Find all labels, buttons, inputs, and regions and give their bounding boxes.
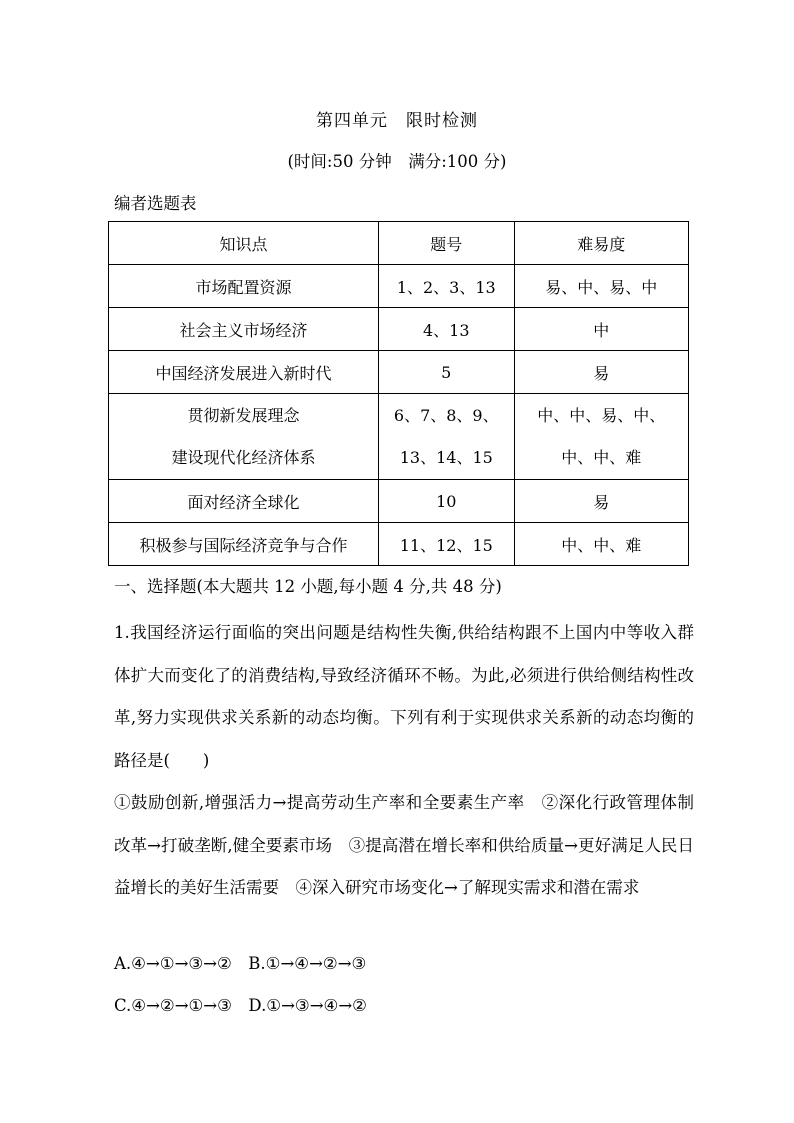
difficulty-line: 中、中、易、中、 — [537, 405, 666, 425]
topic-cell: 社会主义市场经济 — [109, 308, 379, 351]
question-items: ①鼓励创新,增强活力→提高劳动生产率和全要素生产率 ②深化行政管理体制改革→打破垄断,健全要素市场 ③提高潜在增长率和供给质量→更好满足人民日益增长的美好生活需要 ④深入研究市场变化→了解现实需求和潜在需求 — [114, 793, 694, 897]
topic-cell: 市场配置资源 — [109, 265, 379, 308]
answer-options — [114, 943, 367, 1027]
question-1 — [114, 612, 694, 910]
question-stem: 1.我国经济运行面临的突出问题是结构性失衡,供给结构跟不上国内中等收入群体扩大而变化了的消费结构,导致经济循环不畅。为此,必须进行供给侧结构性改革,努力实现供求关系新的动态均衡。下列有利于实现供求关系新的动态均衡的路径是( ) — [114, 623, 694, 770]
topic-cell: 积极参与国际经济竞争与合作 — [109, 523, 379, 566]
numbers-cell: 5 — [378, 351, 514, 394]
numbers-cell: 4、13 — [378, 308, 514, 351]
page-title: 第四单元 限时检测 — [316, 111, 478, 131]
difficulty-cell: 易、中、易、中 — [514, 265, 688, 308]
numbers-cell: 11、12、15 — [378, 523, 514, 566]
difficulty-cell: 易 — [514, 480, 688, 523]
numbers-line: 13、14、15 — [399, 447, 493, 467]
option-line: C.④→②→①→③ D.①→③→④→② — [114, 996, 367, 1015]
table-caption: 编者选题表 — [114, 194, 197, 213]
difficulty-line: 中、中、难 — [561, 447, 642, 467]
topic-cell: 面对经济全球化 — [109, 480, 379, 523]
table-row — [109, 351, 689, 394]
difficulty-cell — [514, 394, 688, 480]
header-numbers: 题号 — [378, 222, 514, 265]
header-difficulty: 难易度 — [514, 222, 688, 265]
table-row — [109, 308, 689, 351]
table-header-row — [109, 222, 689, 265]
numbers-cell: 1、2、3、13 — [378, 265, 514, 308]
topic-line: 建设现代化经济体系 — [171, 447, 316, 467]
option-line: A.④→①→③→② B.①→④→②→③ — [114, 954, 367, 973]
topic-cell — [109, 394, 379, 480]
table-row — [109, 265, 689, 308]
exam-time-score: (时间:50 分钟 满分:100 分) — [287, 152, 507, 171]
table-row — [109, 394, 689, 480]
numbers-cell — [378, 394, 514, 480]
header-topic: 知识点 — [109, 222, 379, 265]
topic-cell: 中国经济发展进入新时代 — [109, 351, 379, 394]
table-row — [109, 523, 689, 566]
topic-line: 贯彻新发展理念 — [187, 405, 300, 425]
topic-selection-table — [108, 221, 689, 566]
section-heading: 一、选择题(本大题共 12 小题,每小题 4 分,共 48 分) — [114, 577, 502, 596]
difficulty-cell: 易 — [514, 351, 688, 394]
difficulty-cell: 中、中、难 — [514, 523, 688, 566]
table-row — [109, 480, 689, 523]
difficulty-cell: 中 — [514, 308, 688, 351]
numbers-cell: 10 — [378, 480, 514, 523]
numbers-line: 6、7、8、9、 — [393, 405, 499, 425]
